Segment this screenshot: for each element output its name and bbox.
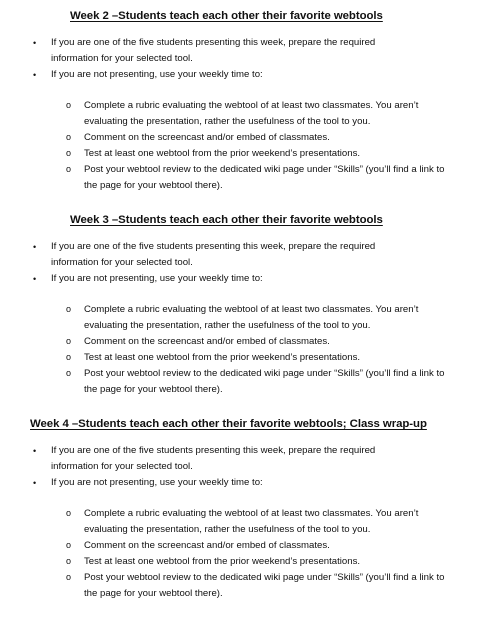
sub-list-item-text: Test at least one webtool from the prior weekend’s presentations. [84, 352, 361, 363]
list-item-text: If you are one of the five students presenting this week, prepare the required information for your selected tool. [51, 241, 376, 268]
list-item-text: If you are one of the five students presenting this week, prepare the required information for your selected tool. [51, 37, 376, 64]
sub-list-item-text: Complete a rubric evaluating the webtool of at least two classmates. You aren’t evaluating the presentation, rather the usefulness of the tool to you. [84, 100, 419, 127]
list-item-text: If you are not presenting, use your weekly time to: [51, 273, 263, 284]
list-item [0, 35, 421, 67]
sub-list-item-text: Comment on the screencast and/or embed of classmates. [84, 540, 330, 551]
list-item-text: If you are one of the five students presenting this week, prepare the required information for your selected tool. [51, 445, 376, 472]
sub-list-item-text: Comment on the screencast and/or embed of classmates. [84, 132, 330, 143]
circle-bullet-icon: o [66, 164, 72, 174]
circle-bullet-icon: o [66, 304, 72, 314]
circle-bullet-icon: o [66, 352, 72, 362]
circle-bullet-icon: o [66, 508, 72, 518]
list-item [0, 475, 421, 491]
sub-list-item [0, 146, 454, 162]
sub-list-item [0, 162, 454, 194]
sub-list-item [0, 130, 454, 146]
circle-bullet-icon: o [66, 572, 72, 582]
circle-bullet-icon: o [66, 540, 72, 550]
sub-list-item [0, 350, 454, 366]
bullet-icon: • [33, 274, 37, 284]
bullet-icon: • [33, 70, 37, 80]
sub-list-item-text: Test at least one webtool from the prior weekend’s presentations. [84, 148, 361, 159]
list-item [0, 271, 421, 287]
circle-bullet-icon: o [66, 368, 72, 378]
circle-bullet-icon: o [66, 100, 72, 110]
sub-list-item-text: Comment on the screencast and/or embed of classmates. [84, 336, 330, 347]
sub-list-item [0, 98, 454, 130]
circle-bullet-icon: o [66, 556, 72, 566]
sub-list-item [0, 538, 454, 554]
circle-bullet-icon: o [66, 336, 72, 346]
week-2-section [0, 10, 479, 194]
bullet-icon: • [33, 242, 37, 252]
sub-list-item-text: Complete a rubric evaluating the webtool of at least two classmates. You aren’t evaluating the presentation, rather the usefulness of the tool to you. [84, 508, 419, 535]
list-item [0, 239, 421, 271]
bullet-icon: • [33, 38, 37, 48]
sub-list-item-text: Post your webtool review to the dedicated wiki page under “Skills” (you’ll find a link to the page for your webtool there). [84, 368, 445, 395]
week-3-heading: Week 3 –Students teach each other their favorite webtools [70, 214, 383, 226]
sub-list-item [0, 302, 454, 334]
list-item [0, 443, 421, 475]
circle-bullet-icon: o [66, 132, 72, 142]
list-item [0, 67, 421, 83]
circle-bullet-icon: o [66, 148, 72, 158]
sub-list-item-text: Post your webtool review to the dedicated wiki page under “Skills” (you’ll find a link to the page for your webtool there). [84, 164, 445, 191]
week-2-heading: Week 2 –Students teach each other their favorite webtools [70, 10, 383, 22]
list-item-text: If you are not presenting, use your weekly time to: [51, 69, 263, 80]
week-3-section [0, 214, 479, 398]
week-4-section [0, 418, 479, 602]
sub-list-item [0, 506, 454, 538]
sub-list-item-text: Test at least one webtool from the prior weekend’s presentations. [84, 556, 361, 567]
sub-list-item [0, 366, 454, 398]
week-4-heading: Week 4 –Students teach each other their favorite webtools; Class wrap-up [30, 418, 427, 430]
sub-list-item [0, 554, 454, 570]
bullet-icon: • [33, 446, 37, 456]
list-item-text: If you are not presenting, use your weekly time to: [51, 477, 263, 488]
sub-list-item-text: Complete a rubric evaluating the webtool of at least two classmates. You aren’t evaluating the presentation, rather the usefulness of the tool to you. [84, 304, 419, 331]
sub-list-item [0, 334, 454, 350]
sub-list-item [0, 570, 454, 602]
bullet-icon: • [33, 478, 37, 488]
sub-list-item-text: Post your webtool review to the dedicated wiki page under “Skills” (you’ll find a link to the page for your webtool there). [84, 572, 445, 599]
